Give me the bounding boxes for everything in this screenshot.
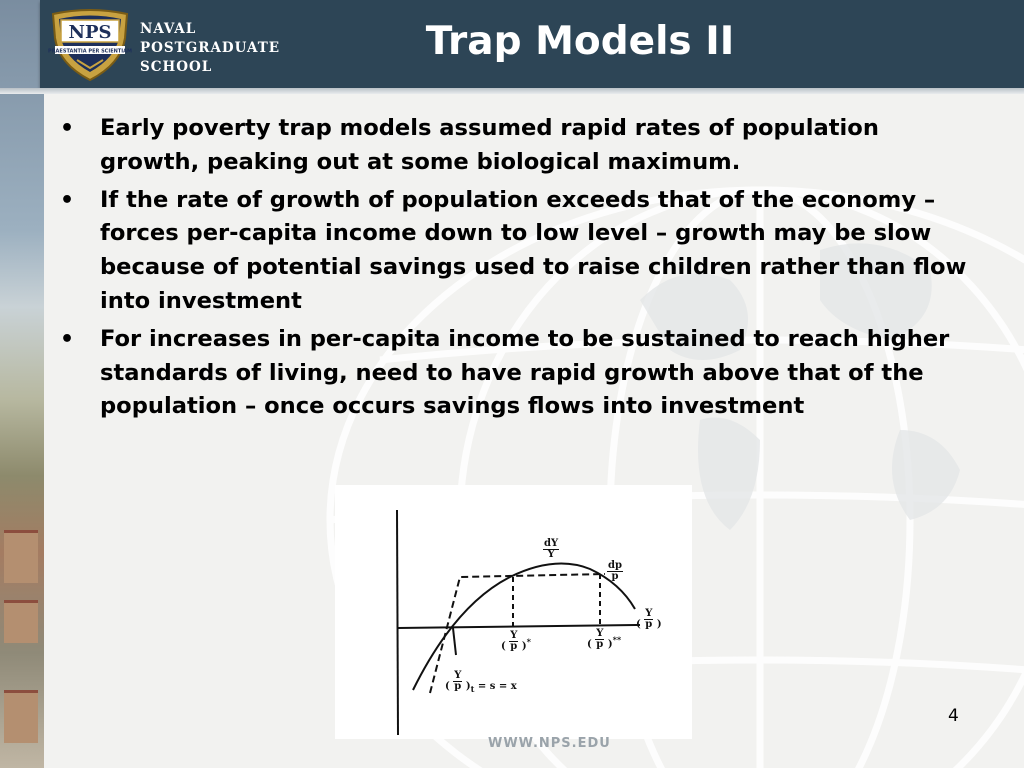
bullet-dot: • [60,187,75,213]
poverty-trap-diagram [335,485,692,739]
bullet-item [58,323,978,424]
slide-title: Trap Models II [425,19,735,64]
logo-motto: PRAESTANTIA PER SCIENTIAM [48,48,132,55]
header-divider [0,88,1024,94]
trap-tick [453,628,456,655]
bullet-item [58,112,978,180]
school-name [140,20,280,77]
logo-text: NPS [68,22,112,43]
campus-photo-strip [0,0,44,768]
bullet-dot: • [60,326,75,352]
equilibrium-star1-label: ( $\frac{Y}{p}$ )* [501,630,531,652]
trap-level-label: ( $\frac{Y}{p}$ )$_t = s = x$ [445,670,517,694]
bullet-dot: • [60,116,75,141]
vertical-axis [397,510,398,735]
equilibrium-star2-label: ( $\frac{Y}{p}$ )** [587,628,622,650]
bullet-list [58,112,978,428]
income-growth-label: $\frac{dY}{Y}$ [544,538,559,560]
school-name-line1: NAVAL [140,21,197,37]
school-name-line3: SCHOOL [140,59,213,75]
horizontal-axis [398,625,640,628]
footer-url: WWW.NPS.EDU [488,736,611,751]
bullet-item [58,184,978,319]
axis-label: ( $\frac{Y}{p}$ ) [636,608,662,630]
bullet-text: Early poverty trap models assumed rapid rates of population growth, peaking out at some biological maximum. [100,115,879,175]
bullet-text: If the rate of growth of population exceeds that of the economy – forces per-capita income down to low level – growth may be slow because of potential savings used to raise children rather than flow into investment [100,186,967,314]
bullet-text: For increases in per-capita income to be sustained to reach higher standards of living, need to have rapid growth above that of the population – once occurs savings flows into investment [100,325,950,420]
population-growth-label: $\frac{dp}{p}$ [608,560,622,582]
page-number: 4 [948,706,959,726]
school-name-line2: POSTGRADUATE [140,40,281,56]
nps-shield-logo [47,8,133,82]
